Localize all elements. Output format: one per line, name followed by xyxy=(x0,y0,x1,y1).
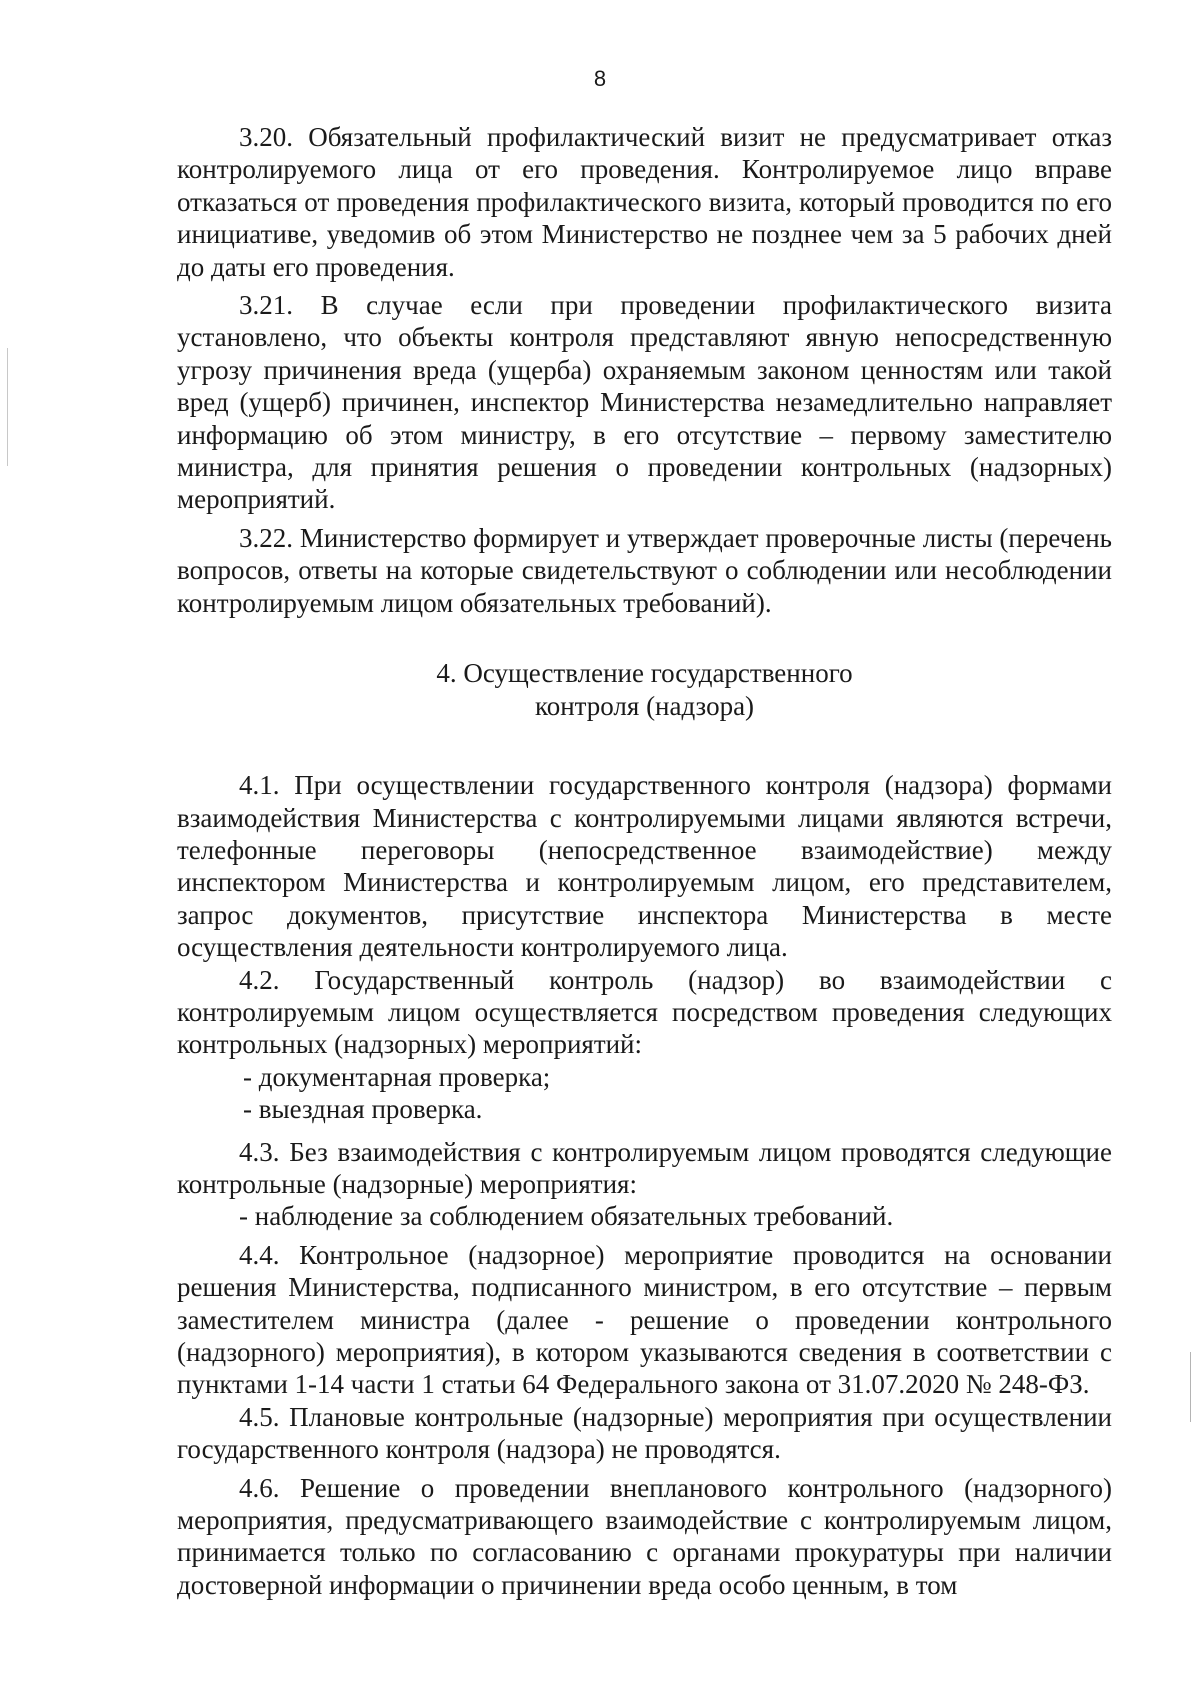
scan-artifact-left xyxy=(7,348,8,466)
list-item-documentary-check: - документарная проверка; xyxy=(243,1061,551,1092)
document-body xyxy=(177,121,1112,1601)
section-heading xyxy=(177,657,1112,723)
paragraph-4-3: 4.3. Без взаимодействия с контролируемым лицом проводятся следующие контрольные (надзорные) мероприятия: xyxy=(177,1136,1112,1199)
page-number: 8 xyxy=(593,66,607,91)
paragraph-3-20: 3.20. Обязательный профилактический визит не предусматривает отказ контролируемого лица от его проведения. Контролируемое лицо вправе отказаться от проведения профилактического визита, который проводится по его инициативе, уведомив об этом Министерство не позднее чем за 5 рабочих дней до даты его проведения. xyxy=(177,122,1112,282)
paragraph-4-6: 4.6. Решение о проведении внепланового контрольного (надзорного) мероприятия, предусматривающего взаимодействие с контролируемым лицом, принимается только по согласованию с органами прокуратуры при наличии достоверной информации о причинении вреда особо ценным, в том xyxy=(177,1472,1112,1600)
scan-artifact-right xyxy=(1190,1352,1191,1422)
section-heading-line2: контроля (надзора) xyxy=(534,691,755,722)
list-item-onsite-check: - выездная проверка. xyxy=(243,1094,483,1125)
paragraph-4-4: 4.4. Контрольное (надзорное) мероприятие проводится на основании решения Министерства, подписанного министром, в его отсутствие – первым заместителем министра (далее - решение о проведении контрольного (надзорного) мероприятия), в котором указываются сведения в соответствии с пунктами 1-14 части 1 статьи 64 Федерального закона от 31.07.2020 № 248-ФЗ. xyxy=(177,1239,1112,1400)
section-heading-line1: 4. Осуществление государственного xyxy=(436,658,853,689)
paragraph-3-22: 3.22. Министерство формирует и утверждает проверочные листы (перечень вопросов, ответы на которые свидетельствуют о соблюдении или несоблюдении контролируемым лицом обязательных требований). xyxy=(177,522,1112,618)
paragraph-4-1: 4.1. При осуществлении государственного контроля (надзора) формами взаимодействия Министерства с контролируемыми лицами являются встречи, телефонные переговоры (непосредственное взаимодействие) между инспектором Министерства и контролируемым лицом, его представителем, запрос документов, присутствие инспектора Министерства в месте осуществления деятельности контролируемого лица. xyxy=(177,770,1112,963)
list-item-observation: - наблюдение за соблюдением обязательных требований. xyxy=(239,1201,894,1232)
paragraph-4-5: 4.5. Плановые контрольные (надзорные) мероприятия при осуществлении государственного контроля (надзора) не проводятся. xyxy=(177,1401,1112,1465)
paragraph-3-21: 3.21. В случае если при проведении профилактического визита установлено, что объекты контроля представляют явную непосредственную угрозу причинения вреда (ущерба) охраняемым законом ценностям или такой вред (ущерб) причинен, инспектор Министерства незамедлительно направляет информацию об этом министру, в его отсутствие – первому заместителю министра, для принятия решения о проведении контрольных (надзорных) мероприятий. xyxy=(177,290,1112,515)
paragraph-4-2: 4.2. Государственный контроль (надзор) во взаимодействии с контролируемым лицом осуществляется посредством проведения следующих контрольных (надзорных) мероприятий: xyxy=(177,964,1112,1060)
